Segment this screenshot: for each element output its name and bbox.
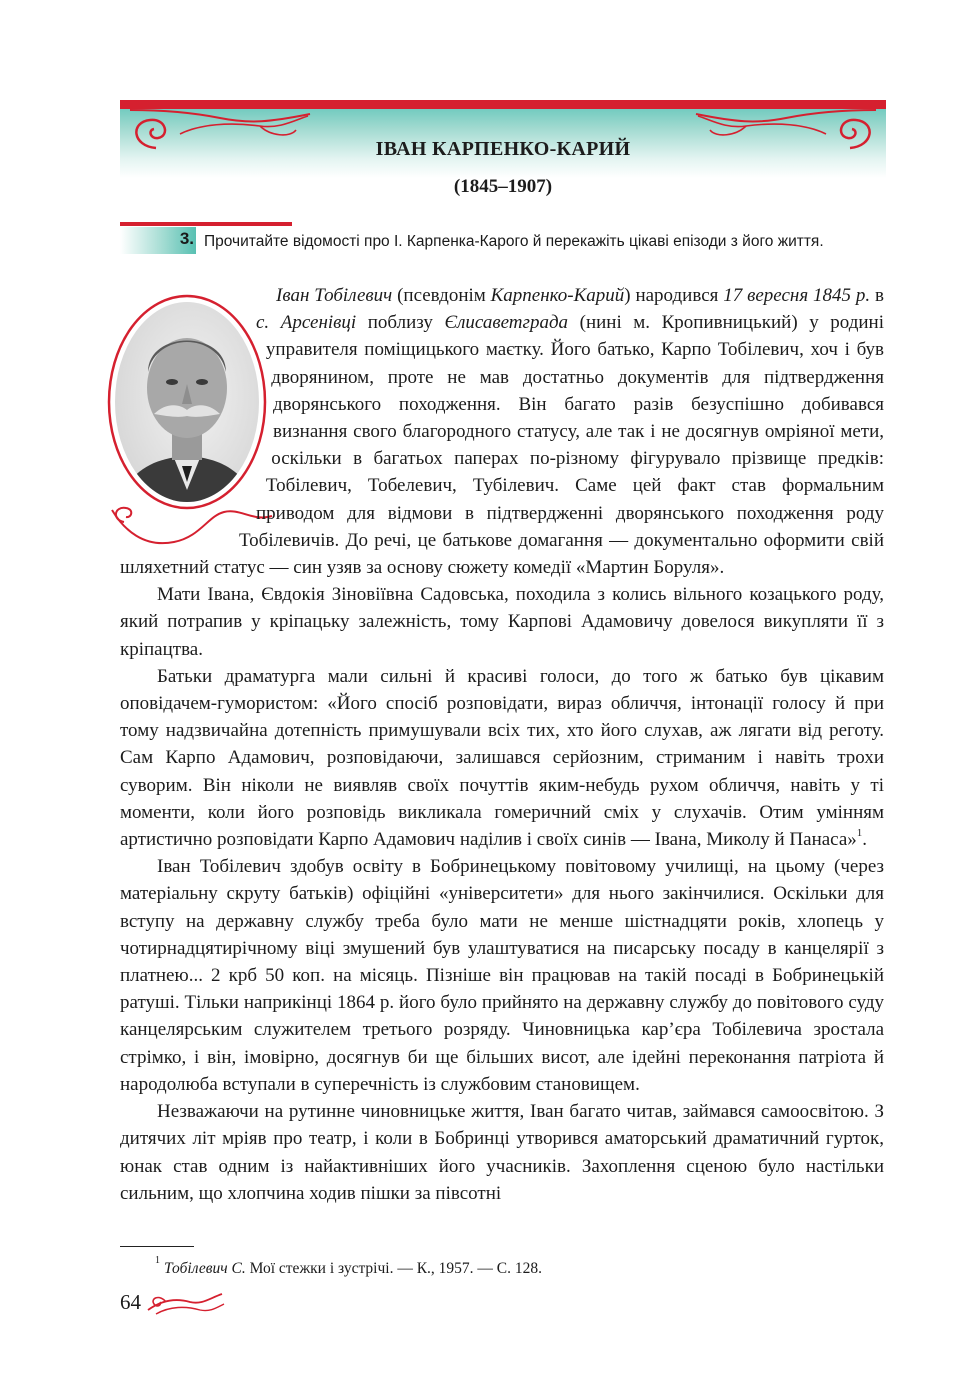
page-title: ІВАН КАРПЕНКО-КАРИЙ [375,138,631,160]
pseudonym-italic: Карпенко-Карий [490,285,625,306]
footnote-mark: 1 [155,1255,160,1266]
footnote-reference: 1 [856,826,863,839]
text-span: в [870,285,884,306]
footnote-rule [120,1246,194,1247]
text-span: поблизу [356,312,445,334]
text-span: (нині м. Кропивницький) у родині управителя поміщицького маєтку. Його батько, Карпо Тобілевич, хоч і був дворянином, проте не мав достатньо документів для підтвердження дворянського походження. Він багато разів безуспішно добивався визнання свого благородного статусу, але так і не досягнув омріяної мети, оскільки в багатьох паперах по-різному фігурувало прізвище предків: Тобілевич, Тобелевич, Тубілевич. Саме цей факт став формальним приводом для відмови в підтвердженні дворянського походження роду Тобілевичів. До речі, це батькове домагання — документально оформити свій шляхетний статус — син узяв за основу сюжету комедії «Мартин Боруля». [120,312,884,579]
life-years: (1845–1907) [453,176,553,197]
footnote-author: Тобілевич С. [164,1260,246,1278]
city-italic: Єлисаветграда [444,312,569,334]
quote-text: Батьки драматурга мали сильні й красиві голоси, до того ж батько був цікавим оповідачем-гумористом: «Його спосіб розповідати, вираз обличчя, інтонації голосу й при тому надзвичайна дотепність примушували всіх тих, хто його слухав, аж лягати від реготу. Сам Карпо Адамович, розповідаючи, залишався серйозним, стриманим і навіть трохи суворим. Він ніколи не виявляв своїх почуттів яким-небудь рухом обличчя, навіть у ті моменти, коли його розповідь викликала гомеричний сміх у слухачів. Отим умінням артистично розповідати Карпо Адамович наділив і своїх синів — Івана, Миколу й Панаса» [120,665,884,851]
task-red-line [120,222,292,226]
paragraph-5: Незважаючи на рутинне чиновницьке життя, Іван багато читав, займався самоосвітою. З дитячих літ мріяв про театр, і коли в Бобринці утворився аматорський драматичний гурток, юнак став одним із найактивніших його учасників. Захоплення сценою було настільки сильним, що хлопчина ходив пішки за півсотні [120,1101,884,1204]
paragraph-4: Іван Тобілевич здобув освіту в Бобринецькому повітовому училищі, на цьому (через матеріальну скруту батьків) офіційні «університети» для нього закінчилися. Оскільки для вступу на державну службу треба було мати не менше шістнадцяти років, хлопець у чотирнадцятирічному віці змушений був улаштуватися на писарську посаду в канцелярії з платнею... 2 крб 50 коп. на місяць. Пізніше він працював на такій посаді в Бобринецькій ратуші. Тільки наприкінці 1864 р. його було прийнято на державну службу до повітового суду канцелярським служителем третього розряду. Чиновницька кар’єра Тобілевича зростала стрімко, і він, імовірно, досягнув би ще більших висот, але ідейні переконання патріота й народолюба вступали в суперечність із службовим становищем. [120,856,884,1095]
text-span: ) народився [624,285,724,306]
village-italic: с. Арсенівці [256,312,357,334]
paragraph-2: Мати Івана, Євдокія Зіновіївна Садовська, походила з колись вільного козацького роду, який потрапив у кріпацьку залежність, тому Карпові Адамовичу довелося викупляти її з кріпацтва. [120,584,884,660]
article-body [120,282,884,1207]
birth-date-italic: 17 вересня 1845 р. [723,285,871,306]
text-span: (псевдонім [392,285,491,306]
footnote-source: Мої стежки і зустрічі. — К., 1957. — С. 128. [245,1260,543,1278]
name-italic: Іван Тобілевич [276,285,393,306]
text-span: . [862,829,868,851]
task-number: 3. [179,229,194,248]
page-number: 64 [120,1290,141,1314]
task-text: Прочитайте відомості про І. Карпенка-Карого й перекажіть цікаві епізоди з його життя. [204,233,824,250]
page-number-flourish-ornament [146,1290,226,1318]
paragraph-3 [120,663,884,853]
footnote [155,1255,855,1279]
